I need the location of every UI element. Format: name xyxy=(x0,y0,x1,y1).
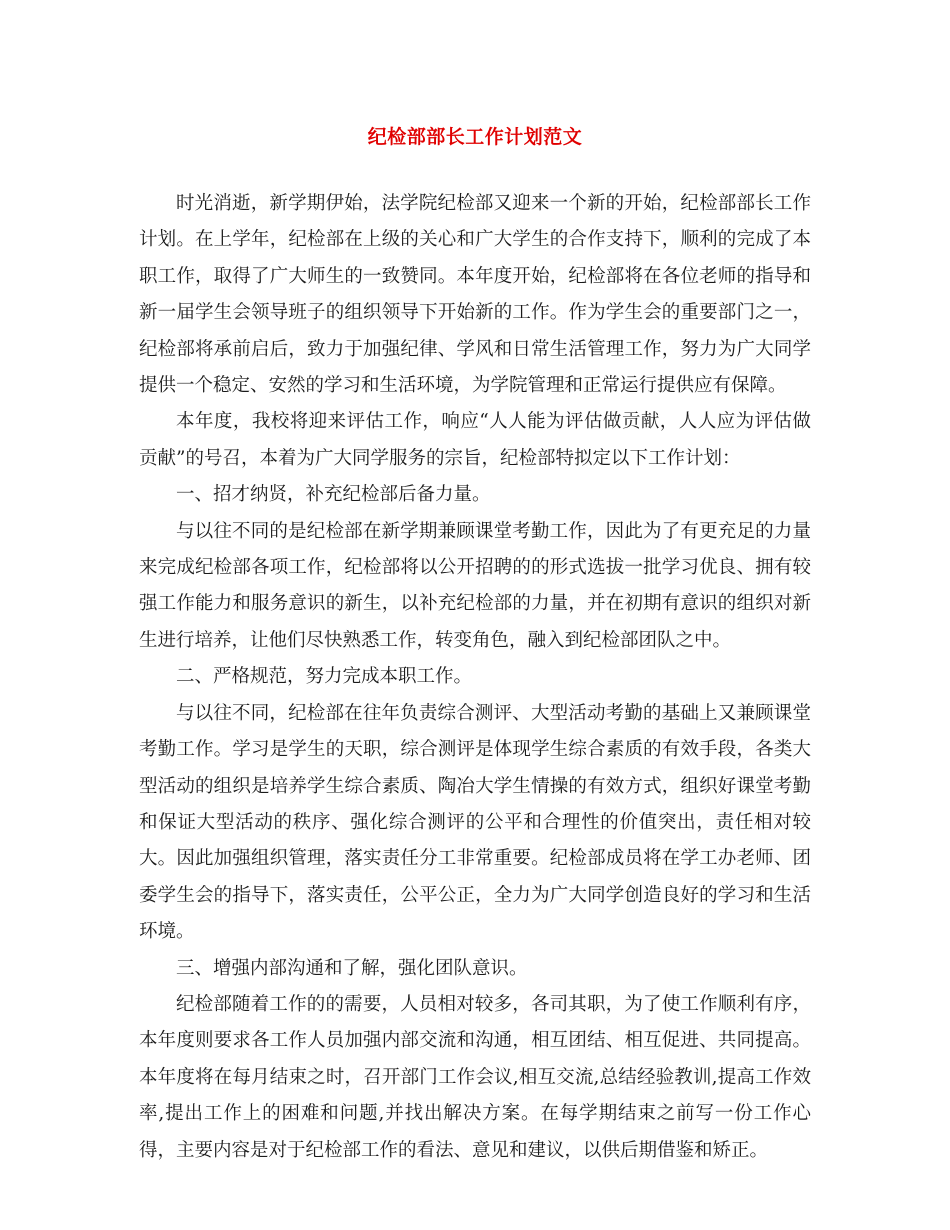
document-body xyxy=(139,186,811,1169)
section-heading-recruit: 一、招才纳贤，补充纪检部后备力量。 xyxy=(176,484,491,506)
section-heading-standards: 二、严格规范，努力完成本职工作。 xyxy=(176,666,473,688)
paragraph-communication: 纪检部随着工作的的需要，人员相对较多，各司其职，为了使工作顺利有序，本年度则要求各工作人员加强内部交流和沟通，相互团结、相互促进、共同提高。本年度将在每月结束之时，召开部门工作会议,相互交流,总结经验教训,提高工作效率,提出工作上的困难和问题,并找出解决方案。在每学期结束之前写一份工作心得，主要内容是对于纪检部工作的看法、意见和建议，以供后期借鉴和矫正。 xyxy=(139,993,811,1161)
paragraph-recruit: 与以往不同的是纪检部在新学期兼顾课堂考勤工作，因此为了有更充足的力量来完成纪检部各项工作，纪检部将以公开招聘的的形式选拔一批学习优良、拥有较强工作能力和服务意识的新生，以补充纪检部的力量，并在初期有意识的组织对新生进行培养，让他们尽快熟悉工作，转变角色，融入到纪检部团队之中。 xyxy=(139,520,811,651)
paragraph-intro: 时光消逝，新学期伊始，法学院纪检部又迎来一个新的开始，纪检部部长工作计划。在上学年，纪检部在上级的关心和广大学生的合作支持下，顺利的完成了本职工作，取得了广大师生的一致赞同。本年度开始，纪检部将在各位老师的指导和新一届学生会领导班子的组织领导下开始新的工作。作为学生会的重要部门之一，纪检部将承前启后，致力于加强纪律、学风和日常生活管理工作，努力为广大同学提供一个稳定、安然的学习和生活环境，为学院管理和正常运行提供应有保障。 xyxy=(139,193,811,397)
document-title: 纪检部部长工作计划范文 xyxy=(367,126,583,148)
paragraph-standards: 与以往不同，纪检部在往年负责综合测评、大型活动考勤的基础上又兼顾课堂考勤工作。学习是学生的天职，综合测评是体现学生综合素质的有效手段，各类大型活动的组织是培养学生综合素质、陶冶大学生情操的有效方式，组织好课堂考勤和保证大型活动的秩序、强化综合测评的公平和合理性的价值突出，责任相对较大。因此加强组织管理，落实责任分工非常重要。纪检部成员将在学工办老师、团委学生会的指导下，落实责任，公平公正，全力为广大同学创造良好的学习和生活环境。 xyxy=(139,702,811,943)
section-heading-communication: 三、增强内部沟通和了解，强化团队意识。 xyxy=(176,957,528,979)
paragraph-evaluation: 本年度，我校将迎来评估工作，响应“人人能为评估做贡献，人人应为评估做贡献”的号召，本着为广大同学服务的宗旨，纪检部特拟定以下工作计划： xyxy=(139,411,811,469)
